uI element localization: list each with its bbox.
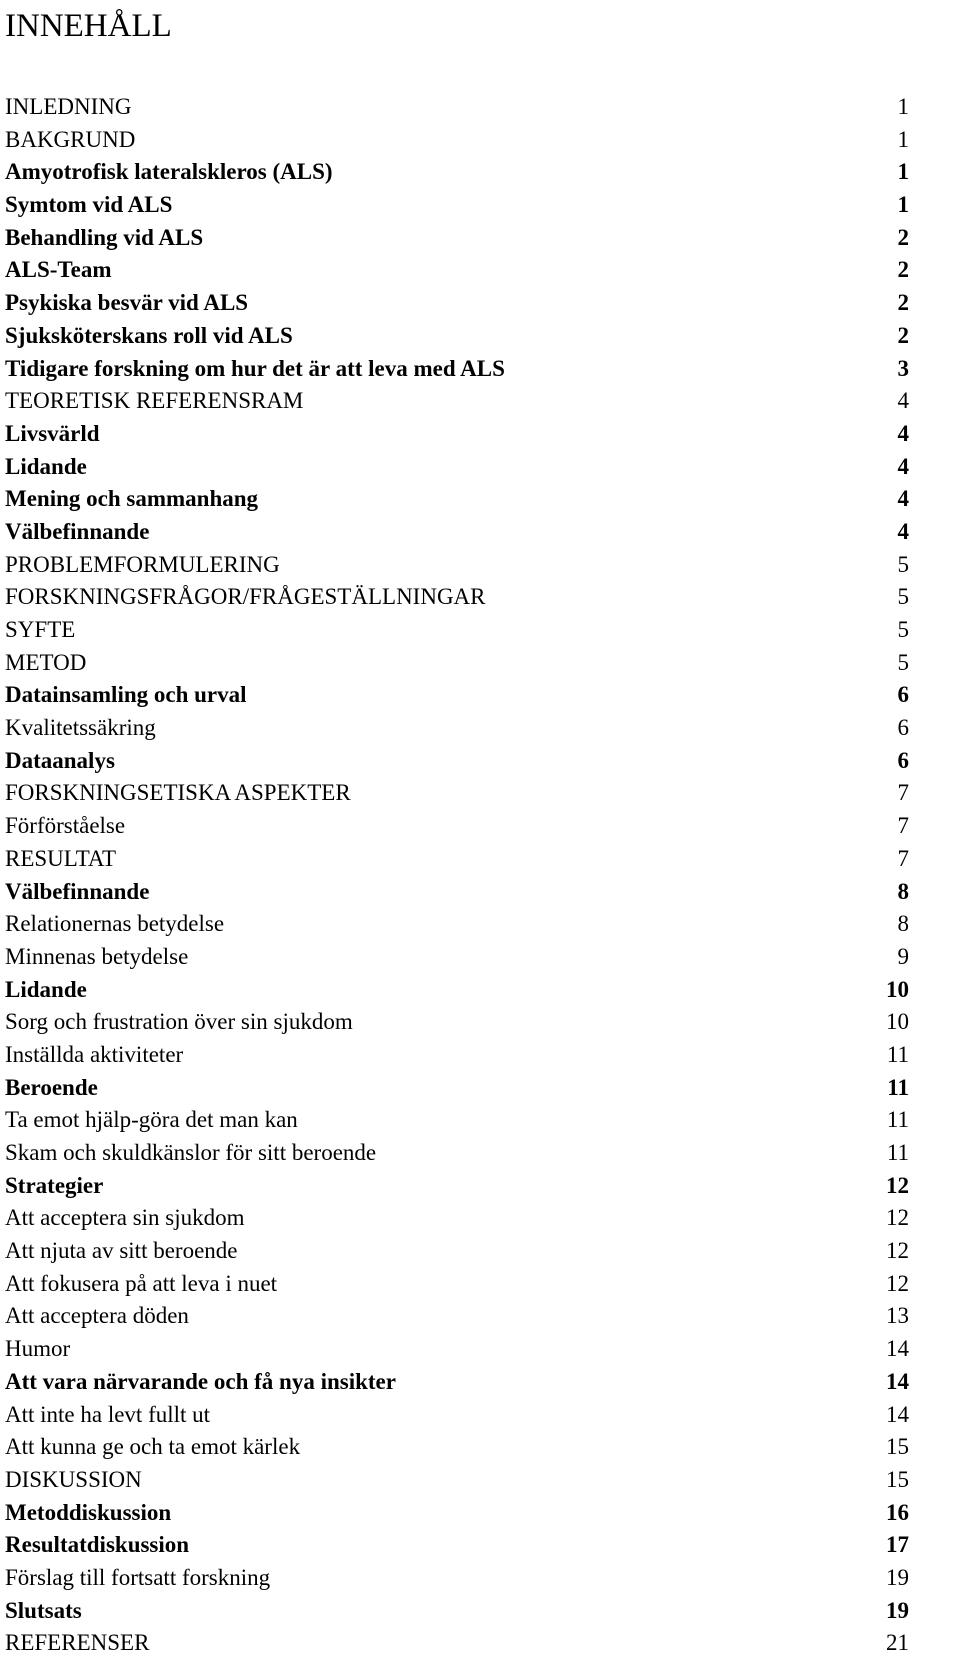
toc-entry-label: Välbefinnande — [5, 518, 150, 544]
toc-entry-label: Inställda aktiviteter — [5, 1041, 184, 1067]
toc-entry-page-number: 21 — [886, 1630, 909, 1656]
page-title: INNEHÅLL — [5, 8, 172, 44]
toc-entry — [5, 1202, 909, 1235]
toc-entry-label: Dataanalys — [5, 747, 115, 773]
toc-entry-page-number: 15 — [886, 1434, 909, 1460]
toc-entry-label: Att kunna ge och ta emot kärlek — [5, 1434, 301, 1460]
toc-entry — [5, 1366, 909, 1399]
toc-entry-page-number: 5 — [897, 617, 909, 642]
toc-entry-page-number: 14 — [886, 1368, 909, 1394]
toc-entry — [5, 1529, 909, 1562]
toc-entry-label: TEORETISK REFERENSRAM — [5, 388, 304, 414]
toc-entry-page-number: 10 — [886, 976, 909, 1002]
toc-entry-label: PROBLEMFORMULERING — [5, 551, 280, 577]
toc-entry — [5, 124, 909, 157]
toc-entry-label: Att njuta av sitt beroende — [5, 1238, 238, 1264]
toc-entry-label: Strategier — [5, 1172, 104, 1198]
toc-entry-label: Psykiska besvär vid ALS — [5, 290, 249, 316]
toc-entry — [5, 679, 909, 712]
toc-entry-page-number: 1 — [897, 94, 909, 119]
toc-entry-label: Förslag till fortsatt forskning — [5, 1564, 271, 1590]
toc-entry-page-number: 13 — [886, 1303, 909, 1329]
toc-entry-page-number: 1 — [897, 126, 909, 152]
toc-entry-label: Att inte ha levt fullt ut — [5, 1401, 211, 1427]
toc-entry-page-number: 12 — [886, 1238, 909, 1264]
toc-entry-page-number: 11 — [886, 1041, 909, 1067]
toc-entry-label: METOD — [5, 649, 87, 675]
toc-entry — [5, 581, 909, 614]
toc-entry-page-number: 14 — [886, 1401, 909, 1427]
toc-entry-page-number: 12 — [886, 1172, 909, 1198]
toc-entry-page-number: 2 — [897, 257, 909, 283]
toc-entry-page-number: 4 — [897, 486, 909, 512]
toc-entry-page-number: 5 — [897, 551, 909, 577]
toc-entry — [5, 483, 909, 516]
toc-entry — [5, 287, 909, 320]
toc-entry-page-number: 9 — [897, 943, 909, 969]
toc-entry — [5, 908, 909, 941]
toc-entry-page-number: 4 — [897, 518, 909, 544]
toc-entry-page-number: 1 — [897, 159, 909, 185]
toc-entry-label: BAKGRUND — [5, 126, 136, 152]
toc-entry-label: Datainsamling och urval — [5, 682, 247, 708]
toc-entry — [5, 810, 909, 843]
toc-entry — [5, 156, 909, 189]
toc-entry — [5, 1235, 909, 1268]
toc-entry — [5, 647, 909, 680]
toc-entry-page-number: 7 — [897, 813, 909, 839]
toc-entry — [5, 1104, 909, 1137]
toc-entry-page-number: 14 — [886, 1336, 909, 1362]
toc-entry-label: Sjuksköterskans roll vid ALS — [5, 322, 293, 348]
toc-entry-label: Metoddiskussion — [5, 1499, 172, 1525]
toc-entry — [5, 1006, 909, 1039]
toc-entry-label: Relationernas betydelse — [5, 911, 225, 937]
toc-entry-label: Att fokusera på att leva i nuet — [5, 1270, 278, 1296]
toc-entry-label: Lidande — [5, 453, 87, 479]
table-of-contents — [5, 91, 909, 1660]
toc-entry-page-number: 4 — [897, 388, 909, 414]
toc-entry-label: Sorg och frustration över sin sjukdom — [5, 1009, 353, 1035]
toc-entry — [5, 1039, 909, 1072]
toc-entry-label: Kvalitetssäkring — [5, 715, 156, 741]
toc-entry — [5, 516, 909, 549]
toc-entry — [5, 1497, 909, 1530]
toc-entry — [5, 777, 909, 810]
toc-entry — [5, 614, 909, 647]
toc-entry — [5, 91, 909, 124]
toc-entry — [5, 1562, 909, 1595]
toc-entry-label: FORSKNINGSFRÅGOR/FRÅGESTÄLLNINGAR — [5, 584, 486, 610]
toc-entry — [5, 745, 909, 778]
toc-entry-page-number: 4 — [897, 453, 909, 479]
toc-entry — [5, 1137, 909, 1170]
toc-entry — [5, 1300, 909, 1333]
toc-entry — [5, 549, 909, 582]
toc-entry-page-number: 8 — [897, 911, 909, 937]
toc-entry — [5, 353, 909, 386]
toc-entry-page-number: 3 — [897, 355, 909, 381]
toc-entry-label: Humor — [5, 1336, 71, 1362]
toc-entry-page-number: 6 — [897, 747, 909, 773]
toc-entry — [5, 1333, 909, 1366]
toc-entry — [5, 320, 909, 353]
toc-entry — [5, 254, 909, 287]
toc-entry-page-number: 7 — [897, 845, 909, 871]
toc-entry-label: SYFTE — [5, 617, 76, 642]
toc-entry-label: Lidande — [5, 976, 87, 1002]
toc-entry-label: Livsvärld — [5, 420, 100, 446]
toc-entry-label: INLEDNING — [5, 94, 132, 119]
toc-entry-label: Välbefinnande — [5, 878, 150, 904]
toc-entry — [5, 1595, 909, 1628]
toc-entry-label: ALS-Team — [5, 257, 112, 283]
toc-entry-label: Mening och sammanhang — [5, 486, 259, 512]
toc-entry-page-number: 12 — [886, 1270, 909, 1296]
toc-entry-label: Tidigare forskning om hur det är att leva med ALS — [5, 355, 505, 381]
toc-entry-page-number: 7 — [897, 780, 909, 806]
toc-entry-page-number: 19 — [886, 1564, 909, 1590]
toc-entry-label: Att acceptera döden — [5, 1303, 189, 1329]
toc-entry — [5, 974, 909, 1007]
toc-entry-page-number: 8 — [897, 878, 909, 904]
toc-entry — [5, 1399, 909, 1432]
toc-entry — [5, 1464, 909, 1497]
toc-entry-label: RESULTAT — [5, 845, 117, 871]
toc-entry-page-number: 11 — [886, 1107, 909, 1133]
toc-entry — [5, 941, 909, 974]
toc-entry — [5, 1431, 909, 1464]
toc-entry — [5, 876, 909, 909]
toc-entry-page-number: 1 — [897, 192, 909, 218]
toc-entry-page-number: 6 — [897, 682, 909, 708]
toc-entry-page-number: 11 — [886, 1140, 909, 1165]
toc-entry-page-number: 5 — [897, 584, 909, 610]
toc-entry-label: Minnenas betydelse — [5, 943, 189, 969]
toc-entry-page-number: 19 — [886, 1597, 909, 1623]
toc-entry-label: Resultatdiskussion — [5, 1532, 190, 1558]
toc-entry-page-number: 2 — [897, 322, 909, 348]
toc-entry-label: Förförståelse — [5, 813, 126, 839]
toc-entry — [5, 222, 909, 255]
toc-entry-label: Behandling vid ALS — [5, 224, 204, 250]
toc-entry-label: Att acceptera sin sjukdom — [5, 1205, 245, 1231]
toc-entry — [5, 843, 909, 876]
toc-entry — [5, 418, 909, 451]
toc-entry-label: DISKUSSION — [5, 1466, 142, 1492]
toc-entry — [5, 1072, 909, 1105]
toc-entry — [5, 385, 909, 418]
toc-entry — [5, 451, 909, 484]
toc-entry-page-number: 15 — [886, 1466, 909, 1492]
toc-entry-label: Ta emot hjälp-göra det man kan — [5, 1107, 298, 1133]
toc-entry-label: Skam och skuldkänslor för sitt beroende — [5, 1140, 377, 1165]
toc-entry — [5, 1627, 909, 1660]
toc-entry-page-number: 6 — [897, 715, 909, 741]
toc-entry-page-number: 12 — [886, 1205, 909, 1231]
toc-entry-page-number: 2 — [897, 224, 909, 250]
toc-entry-label: Amyotrofisk lateralskleros (ALS) — [5, 159, 333, 185]
toc-entry-page-number: 2 — [897, 290, 909, 316]
toc-entry — [5, 712, 909, 745]
toc-entry — [5, 189, 909, 222]
toc-entry-label: REFERENSER — [5, 1630, 150, 1656]
toc-entry-label: FORSKNINGSETISKA ASPEKTER — [5, 780, 351, 806]
toc-entry-page-number: 11 — [887, 1074, 909, 1100]
toc-entry-label: Symtom vid ALS — [5, 192, 173, 218]
toc-entry-page-number: 17 — [886, 1532, 909, 1558]
toc-entry-page-number: 16 — [886, 1499, 909, 1525]
toc-entry-page-number: 10 — [886, 1009, 909, 1035]
toc-entry — [5, 1268, 909, 1301]
toc-entry-label: Beroende — [5, 1074, 98, 1100]
toc-entry-page-number: 5 — [897, 649, 909, 675]
toc-entry-label: Slutsats — [5, 1597, 82, 1623]
toc-entry-page-number: 4 — [897, 420, 909, 446]
toc-entry-label: Att vara närvarande och få nya insikter — [5, 1368, 396, 1394]
toc-entry — [5, 1170, 909, 1203]
